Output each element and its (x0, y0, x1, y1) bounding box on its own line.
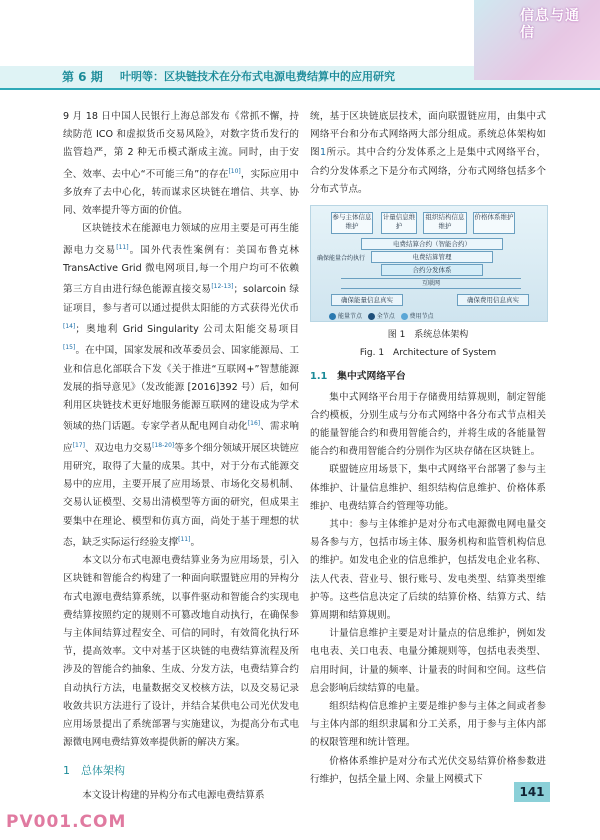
reference-link[interactable]: [11] (178, 535, 191, 543)
reference-link[interactable]: [17] (72, 441, 85, 449)
reference-link[interactable]: [18-20] (152, 441, 175, 449)
figure-bar: 电费结算合约（智能合约） (361, 238, 503, 250)
issue-number: 第 6 期 (62, 70, 103, 84)
watermark: PV001.COM (6, 812, 127, 832)
figure-caption-en: Fig. 1 Architecture of System (359, 348, 497, 359)
right-column (310, 108, 546, 789)
reference-link[interactable]: [10] (228, 167, 241, 175)
figure-link[interactable]: 1 (320, 147, 327, 159)
figure-bar: 确保费用信息真实 (457, 294, 529, 306)
reference-link[interactable]: [14] (63, 322, 76, 330)
paragraph: 区块链技术在能源电力领域的应用主要是可再生能源电力交易[11]。国外代表性案例有：美国布鲁克林 TransActive Grid 微电网项目,每一个用户均可不依赖第三方自由进行绿色能源直接交易[12-13]；solarcoin 绿证项目，参与者可以通过提供太阳能的方式获得光伏币[14]；奥地利 Grid Singularity 公司太阳能交易项目[15]。在中国，国家发展和改革委员会、国家能源局、工业和信息化部联合下发《关于推进“互联网+”智慧能源发展的指导意见》（发改能源 [2016]392 号）后，如何利用区块链技术更好地服务能源互联网的建设成为学术领域的热门话题。专家学者从配电网自动化[16]、需求响应[17]、双边电力交易[18-20]等多个细分领域开展区块链应用研究，取得了大量的成果。其中，对于分布式能源交易中的应用，主要开展了应用场景、市场化交易机制、交易认证模型、交易出清模型等方面的研究，但成果主要集中在理论、模型和仿真方面，尚处于基于理想的状态，缺乏实际运行经验支撑[11]。 (63, 223, 300, 548)
figure-bar: 确保能量信息真实 (331, 294, 403, 306)
reference-link[interactable]: [11] (116, 243, 129, 251)
figure-bar: 电费结算管理 (371, 251, 493, 263)
paragraph: 本文以分布式电源电费结算业务为应用场景，引入区块链和智能合约构建了一种面向联盟链应用的异构分布式电源电费结算系统，以事件驱动和智能合约实现电费结算按照约定的规则不可篡改地自动执行，在确保参与主体间结算过程安全、可信的同时，有效简化执行环节，提高效率。文中对基于区块链的电费结算流程及所涉及的智能合约抽象、生成、分发方法，电费结算合约自动执行方法，电量数据交叉校核方法，以及交易记录收敛共识方法进行了设计，并结合某供电公司光伏发电应用场景提出了系统部署与实施建议，为提高分布式电源微电网电费结算效率提供新的解决方案。 (63, 555, 299, 749)
architecture-figure (310, 205, 548, 322)
figure-box: 参与主体信息维护 (331, 212, 373, 234)
paragraph: 联盟链应用场景下，集中式网络平台部署了参与主体维护、计量信息维护、组织结构信息维护、价格体系维护、电费结算合约管理等功能。 (310, 464, 546, 512)
reference-link[interactable]: [16] (247, 420, 261, 428)
figure-caption-zh: 图 1 系统总体架构 (387, 330, 469, 341)
figure-bar: 互联网 (341, 278, 521, 289)
running-title: 叶明等：区块链技术在分布式电源电费结算中的应用研究 (120, 70, 395, 83)
paragraph: 价格体系维护是对分布式光伏交易结算价格参数进行维护，包括全量上网、余量上网模式下 (310, 755, 546, 785)
paragraph: 计量信息维护主要是对计量点的信息维护，例如发电电表、关口电表、电量分摊规则等，包括电表类型、启用时间，计量的频率、计量表的时间和空间。这些信息会影响后续结算的电量。 (310, 628, 546, 694)
paragraph: 9 月 18 日中国人民银行上海总部发布《常抓不懈，持续防范 ICO 和虚拟货币交易风险》，对数字货币发行的监管趋严，第 2 种无币模式渐成主流。同时，由于安全、效率、去中心“不可能三角”的存在[10]，实际应用中多放弃了去中心化，转而谋求区块链在增信、共享、协同、效率提升等方面的价值。 (63, 111, 299, 217)
left-column (63, 108, 299, 805)
paragraph: 其中：参与主体维护是对分布式电源微电网电量交易各参与方，包括市场主体、服务机构和监管机构信息的维护。如发电企业的信息维护，包括发电企业名称、法人代表、营业号、银行账号、发电类型、结算类型维护等。这些信息决定了后续的结算价格、结算方式、结算周期和结算规则。 (310, 519, 546, 622)
node-dot-icon (329, 313, 336, 320)
figure-box: 组织结构信息维护 (423, 212, 467, 234)
reference-link[interactable]: [15] (63, 344, 76, 352)
section-label: 信息与通信 (520, 8, 580, 41)
figure-box: 计量信息维护 (381, 212, 417, 234)
subsection-heading: 1.1 集中式网络平台 (310, 371, 406, 383)
page-number: 141 (514, 782, 550, 802)
paragraph: 组织结构信息维护主要是维护参与主体之间或者参与主体内部的组织隶属和分工关系，用于参与主体内部的权限管理和统计管理。 (310, 701, 546, 749)
reference-link[interactable]: [12-13] (211, 283, 234, 291)
node-dot-icon (368, 313, 375, 320)
figure-label: 确保能量合约执行 (317, 255, 366, 263)
figure-box: 价格体系维护 (473, 212, 515, 234)
header-rule (0, 88, 600, 90)
node-dot-icon (401, 313, 408, 320)
paragraph: 集中式网络平台用于存储费用结算规则，制定智能合约模板，分别生成与分布式网络中各分布式节点相关的能量智能合约和费用智能合约，并将生成的各能量智能合约和费用智能合约分别作为区块存储在区块链上。 (310, 391, 546, 458)
paragraph: 统，基于区块链底层技术，面向联盟链应用，由集中式网络平台和分布式网络两大部分组成。系统总体架构如图1所示。其中合约分发体系之上是集中式网络平台，合约分发体系之下是分布式网络，分布式网络包括多个分布式节点。 (310, 111, 547, 195)
section-heading: 1 总体架构 (63, 764, 125, 778)
figure-bar: 合约分发体系 (381, 264, 483, 276)
paragraph: 本文设计构建的异构分布式电源电费结算系 (82, 789, 265, 801)
figure-legend: 能量节点 全节点 费用节点 (329, 308, 434, 326)
page-header (0, 0, 600, 92)
